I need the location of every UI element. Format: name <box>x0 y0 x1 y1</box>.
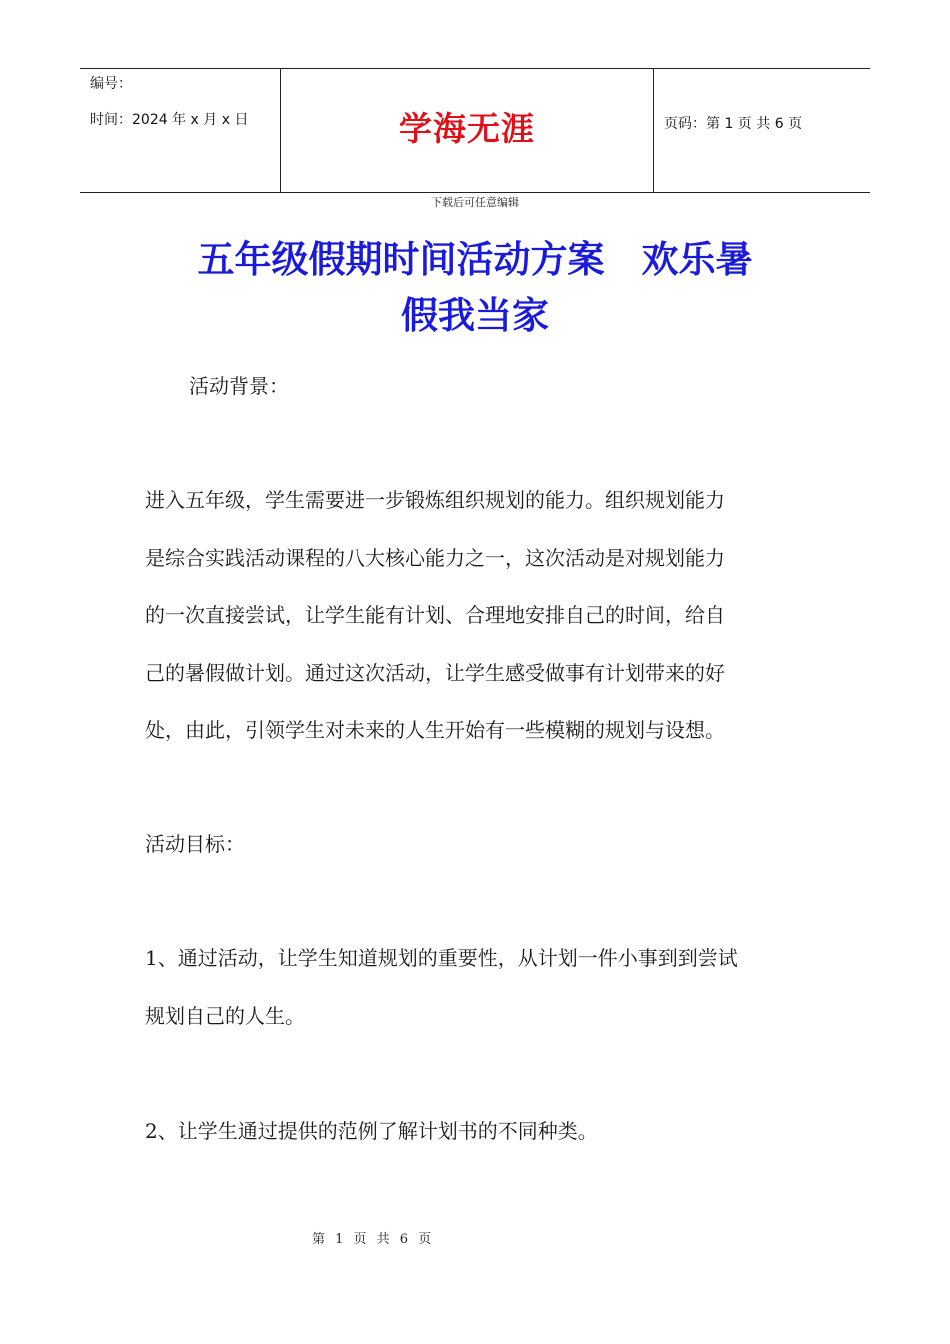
paragraph-line: 进入五年级，学生需要进一步锻炼组织规划的能力。组织规划能力 <box>145 488 725 512</box>
paragraph-line: 2、让学生通过提供的范例了解计划书的不同种类。 <box>145 1119 598 1143</box>
goal-item-2 <box>145 1103 810 1161</box>
brand-logo-text: 学海无涯 <box>399 109 535 148</box>
document-number-label: 编号： <box>90 76 132 92</box>
paragraph-line: 1、通过活动，让学生知道规划的重要性，从计划一件小事到到尝试 <box>145 946 738 970</box>
paragraph-line: 是综合实践活动课程的八大核心能力之一，这次活动是对规划能力 <box>145 545 725 570</box>
document-title <box>140 232 810 344</box>
header-middle-cell <box>281 69 654 192</box>
document-time-label: 时间：2024 年 x 月 x 日 <box>90 112 249 128</box>
page-footer: 第 1 页 共 6 页 <box>312 1232 432 1247</box>
background-paragraph <box>145 472 810 760</box>
header-right-cell <box>654 69 870 192</box>
section-heading: 活动目标： <box>145 832 245 856</box>
paragraph-line: 规划自己的人生。 <box>145 1003 305 1028</box>
document-header-table <box>80 68 870 193</box>
editable-note: 下载后可任意编辑 <box>431 196 519 209</box>
header-left-cell <box>80 69 281 192</box>
paragraph-line: 己的暑假做计划。通过这次活动，让学生感受做事有计划带来的好 <box>145 660 725 685</box>
page-number-label: 页码：第 1 页 共 6 页 <box>664 116 803 132</box>
background-heading <box>189 358 854 416</box>
paragraph-line: 的一次直接尝试，让学生能有计划、合理地安排自己的时间，给自 <box>145 603 725 627</box>
goal-heading <box>145 816 810 874</box>
goal-item-1 <box>145 930 810 1045</box>
title-line-1: 五年级假期时间活动方案 欢乐暑 <box>197 238 753 281</box>
section-heading: 活动背景： <box>189 374 289 398</box>
paragraph-line: 处，由此，引领学生对未来的人生开始有一些模糊的规划与设想。 <box>145 718 725 742</box>
title-line-2: 假我当家 <box>401 294 549 337</box>
